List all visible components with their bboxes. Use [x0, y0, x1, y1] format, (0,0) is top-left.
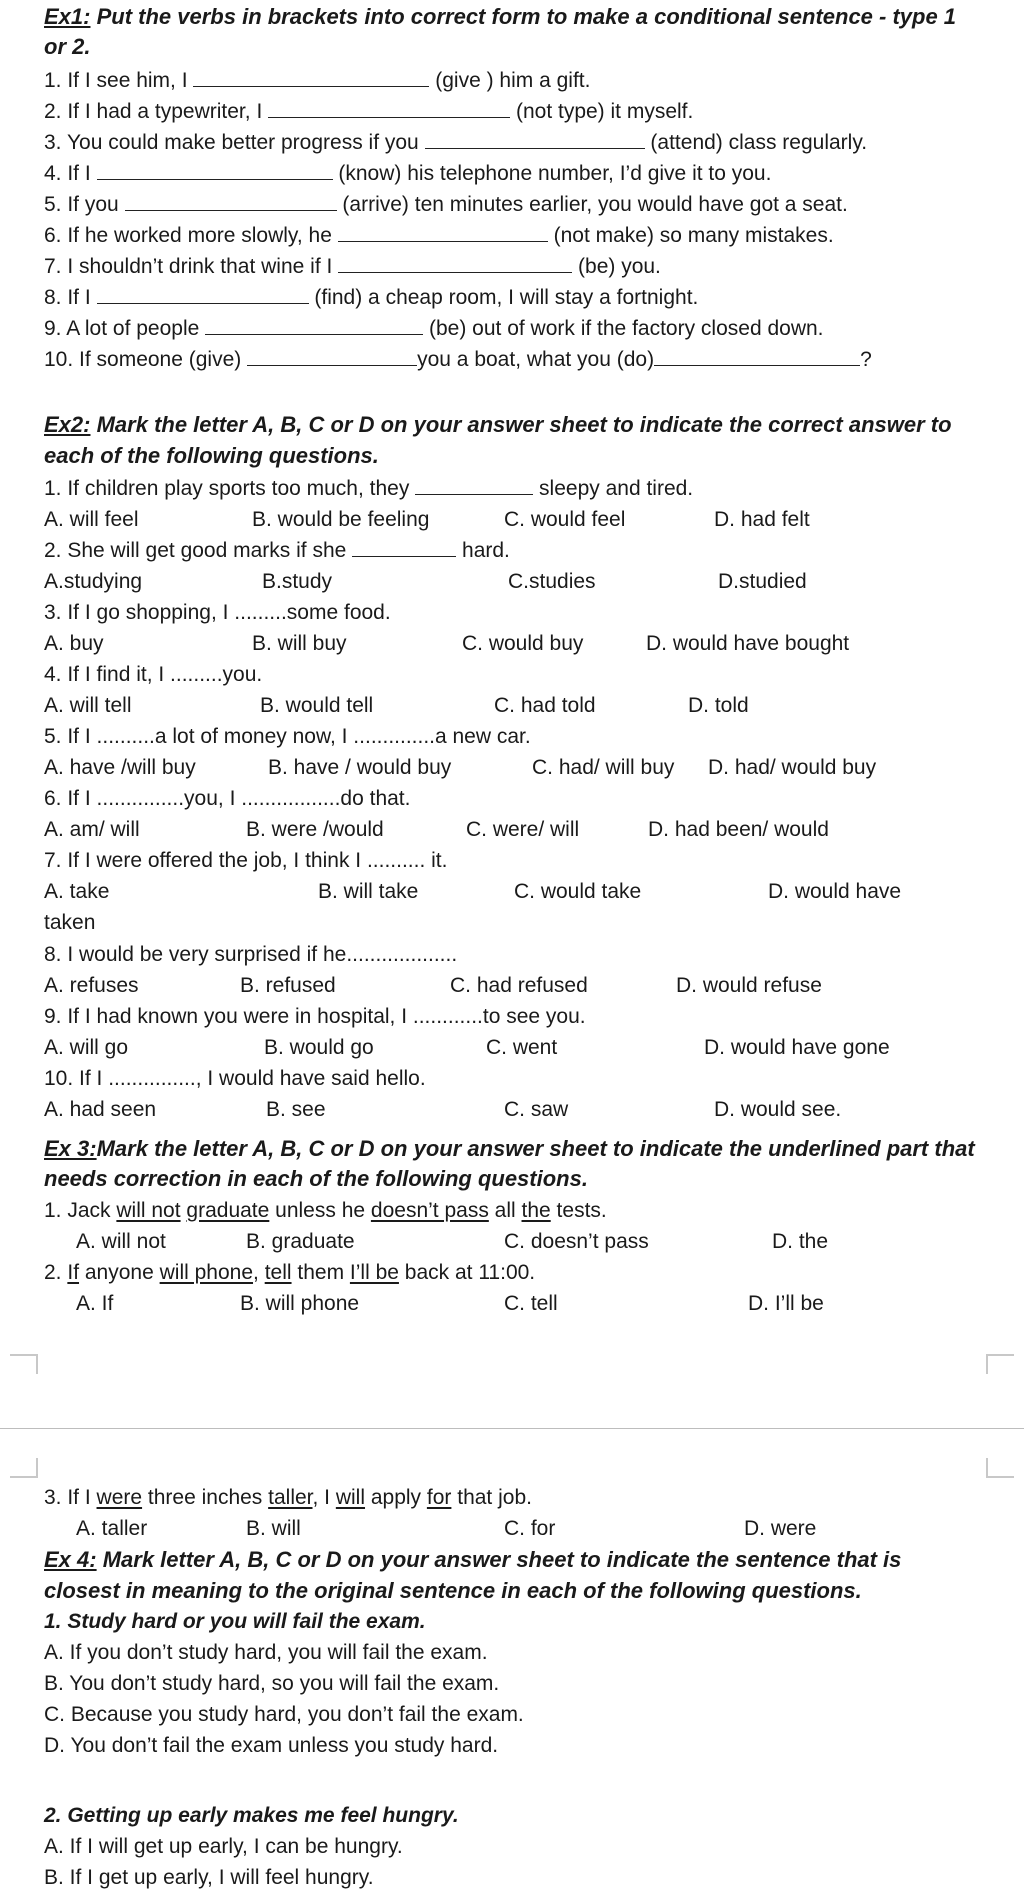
page-corner-mark [10, 1354, 38, 1374]
ex2-q6-option-b[interactable]: B. were /would [246, 818, 384, 841]
ex2-question-3: 3. If I go shopping, I .........some food. [44, 601, 391, 624]
ex4-question-1: 1. Study hard or you will fail the exam. [44, 1610, 426, 1633]
ex2-q9-option-b[interactable]: B. would go [264, 1036, 374, 1059]
ex2-q5-option-b[interactable]: B. have / would buy [268, 756, 452, 779]
ex2-q8-option-c[interactable]: C. had refused [450, 974, 588, 997]
answer-blank[interactable] [415, 476, 533, 495]
answer-blank[interactable] [338, 223, 548, 242]
ex4-title-cont: closest in meaning to the original sentence in each of the following questions. [44, 1578, 862, 1603]
ex1-question-2: 2. If I had a typewriter, I (not type) it myself. [44, 100, 694, 123]
ex1-question-6: 6. If he worked more slowly, he (not make) so many mistakes. [44, 224, 834, 247]
ex3-label: Ex 3: [44, 1136, 97, 1161]
ex2-q2-option-b[interactable]: B.study [262, 570, 333, 593]
underlined-part: doesn’t pass [370, 1199, 489, 1222]
answer-blank[interactable] [97, 161, 333, 180]
ex2-q1-option-a[interactable]: A. will feel [44, 508, 139, 531]
ex2-q3-option-d[interactable]: D. would have bought [646, 632, 850, 655]
ex1-question-3: 3. You could make better progress if you (attend) class regularly. [44, 131, 868, 154]
ex3-q1-option-d[interactable]: D. the [772, 1230, 829, 1253]
ex3-q2-option-c[interactable]: C. tell [504, 1292, 558, 1315]
answer-blank[interactable] [205, 316, 423, 335]
ex2-question-2: 2. She will get good marks if she hard. [44, 539, 510, 562]
ex2-q6-option-d[interactable]: D. had been/ would [648, 818, 829, 841]
answer-blank[interactable] [268, 99, 510, 118]
ex1-question-10: 10. If someone (give) you a boat, what you (do) ? [44, 348, 872, 371]
ex3-title: Ex 3:Mark the letter A, B, C or D on your answer sheet to indicate the underlined part that [44, 1136, 975, 1161]
answer-blank[interactable] [97, 285, 309, 304]
ex2-q7-option-a[interactable]: A. take [44, 880, 110, 903]
underlined-part: tell [264, 1261, 292, 1284]
ex2-q4-option-d[interactable]: D. told [688, 694, 749, 717]
ex1-question-9: 9. A lot of people (be) out of work if the factory closed down. [44, 317, 824, 340]
ex2-q8-option-b[interactable]: B. refused [240, 974, 336, 997]
ex2-question-5: 5. If I ..........a lot of money now, I ..............a new car. [44, 725, 531, 748]
page-corner-mark [986, 1458, 1014, 1478]
underlined-part: I’ll be [349, 1261, 399, 1284]
ex3-q1-option-c[interactable]: C. doesn’t pass [504, 1230, 649, 1253]
ex2-q4-option-c[interactable]: C. had told [494, 694, 596, 717]
answer-blank[interactable] [247, 347, 417, 366]
ex2-q7-option-b[interactable]: B. will take [318, 880, 419, 903]
ex3-q1-option-b[interactable]: B. graduate [246, 1230, 355, 1253]
ex2-q8-option-a[interactable]: A. refuses [44, 974, 139, 997]
page-divider [0, 1428, 1024, 1429]
ex3-question-3: 3. If I were three inches taller, I will apply for that job. [44, 1486, 532, 1509]
answer-blank[interactable] [425, 130, 645, 149]
ex2-question-6: 6. If I ...............you, I .................do that. [44, 787, 411, 810]
underlined-part: If [67, 1261, 80, 1284]
answer-blank[interactable] [654, 347, 860, 366]
ex2-q8-option-d[interactable]: D. would refuse [676, 974, 822, 997]
ex2-q3-option-a[interactable]: A. buy [44, 632, 104, 655]
ex2-question-8: 8. I would be very surprised if he................... [44, 943, 458, 966]
ex3-q1-option-a[interactable]: A. will not [76, 1230, 166, 1253]
ex2-q10-option-c[interactable]: C. saw [504, 1098, 569, 1121]
underlined-part: for [426, 1486, 452, 1509]
ex3-q3-option-d[interactable]: D. were [744, 1517, 817, 1540]
ex2-q5-option-c[interactable]: C. had/ will buy [532, 756, 675, 779]
ex3-title-cont: needs correction in each of the following questions. [44, 1166, 588, 1191]
ex2-q7-option-c[interactable]: C. would take [514, 880, 642, 903]
ex1-question-7: 7. I shouldn’t drink that wine if I (be) you. [44, 255, 661, 278]
ex2-q10-option-d[interactable]: D. would see. [714, 1098, 842, 1121]
ex2-q10-option-b[interactable]: B. see [266, 1098, 326, 1121]
ex3-q2-option-d[interactable]: D. I’ll be [748, 1292, 824, 1315]
ex4-title: Ex 4: Mark letter A, B, C or D on your answer sheet to indicate the sentence that is [44, 1547, 902, 1572]
page-corner-mark [10, 1458, 38, 1478]
answer-blank[interactable] [352, 538, 456, 557]
ex3-q3-option-c[interactable]: C. for [504, 1517, 556, 1540]
ex1-question-8: 8. If I (find) a cheap room, I will stay a fortnight. [44, 286, 699, 309]
underlined-part: will [335, 1486, 366, 1509]
ex4-q1-option-b[interactable]: B. You don’t study hard, so you will fail the exam. [44, 1672, 500, 1695]
ex3-question-1: 1. Jack will not graduate unless he doesn’t pass all the tests. [44, 1199, 607, 1222]
answer-blank[interactable] [193, 68, 429, 87]
ex2-q4-option-b[interactable]: B. would tell [260, 694, 374, 717]
ex4-q1-option-c[interactable]: C. Because you study hard, you don’t fail the exam. [44, 1703, 524, 1726]
ex2-q7-option-d-wrap: taken [44, 911, 96, 934]
ex1-question-1: 1. If I see him, I (give ) him a gift. [44, 69, 591, 92]
page-corner-mark [986, 1354, 1014, 1374]
ex3-q2-option-b[interactable]: B. will phone [240, 1292, 360, 1315]
ex2-question-10: 10. If I ..............., I would have said hello. [44, 1067, 426, 1090]
ex2-q9-option-a[interactable]: A. will go [44, 1036, 129, 1059]
ex2-q6-option-a[interactable]: A. am/ will [44, 818, 140, 841]
ex1-label: Ex1: [44, 4, 91, 29]
underlined-part: the [521, 1199, 551, 1222]
ex4-q1-option-d[interactable]: D. You don’t fail the exam unless you study hard. [44, 1734, 499, 1757]
ex3-q2-option-a[interactable]: A. If [76, 1292, 114, 1315]
underlined-part: will phone [159, 1261, 254, 1284]
answer-blank[interactable] [125, 192, 337, 211]
ex2-q6-option-c[interactable]: C. were/ will [466, 818, 580, 841]
ex2-q9-option-c[interactable]: C. went [486, 1036, 558, 1059]
ex3-question-2: 2. If anyone will phone, tell them I’ll be back at 11:00. [44, 1261, 536, 1284]
ex2-title: Ex2: Mark the letter A, B, C or D on your answer sheet to indicate the correct answer to [44, 412, 952, 437]
ex2-q4-option-a[interactable]: A. will tell [44, 694, 132, 717]
ex2-question-1: 1. If children play sports too much, they sleepy and tired. [44, 477, 694, 500]
ex2-q10-option-a[interactable]: A. had seen [44, 1098, 157, 1121]
ex1-title: Ex1: Put the verbs in brackets into correct form to make a conditional sentence - type 1 [44, 4, 957, 29]
ex2-q2-option-c[interactable]: C.studies [508, 570, 596, 593]
ex2-q5-option-d[interactable]: D. had/ would buy [708, 756, 877, 779]
ex1-question-4: 4. If I (know) his telephone number, I’d give it to you. [44, 162, 772, 185]
ex2-label: Ex2: [44, 412, 91, 437]
ex4-q2-option-a[interactable]: A. If I will get up early, I can be hungry. [44, 1835, 403, 1858]
ex3-q3-option-b[interactable]: B. will [246, 1517, 301, 1540]
ex2-title-cont: each of the following questions. [44, 443, 379, 468]
ex2-q5-option-a[interactable]: A. have /will buy [44, 756, 196, 779]
answer-blank[interactable] [338, 254, 572, 273]
ex4-label: Ex 4: [44, 1547, 97, 1572]
ex2-q3-option-c[interactable]: C. would buy [462, 632, 584, 655]
underlined-part: were [96, 1486, 143, 1509]
ex1-title-cont: or 2. [44, 34, 91, 59]
ex2-q3-option-b[interactable]: B. will buy [252, 632, 347, 655]
ex4-question-2: 2. Getting up early makes me feel hungry. [44, 1804, 459, 1827]
ex2-question-9: 9. If I had known you were in hospital, I ............to see you. [44, 1005, 586, 1028]
ex2-q7-option-d[interactable]: D. would have [768, 880, 902, 903]
ex4-q1-option-a[interactable]: A. If you don’t study hard, you will fail the exam. [44, 1641, 488, 1664]
underlined-part: will not [116, 1199, 181, 1222]
ex3-q3-option-a[interactable]: A. taller [76, 1517, 148, 1540]
ex2-q9-option-d[interactable]: D. would have gone [704, 1036, 890, 1059]
ex2-question-7: 7. If I were offered the job, I think I .......... it. [44, 849, 448, 872]
underlined-part: graduate [186, 1199, 270, 1222]
ex2-q1-option-d[interactable]: D. had felt [714, 508, 810, 531]
ex1-question-5: 5. If you (arrive) ten minutes earlier, you would have got a seat. [44, 193, 848, 216]
ex2-q2-option-d[interactable]: D.studied [718, 570, 807, 593]
ex2-q1-option-b[interactable]: B. would be feeling [252, 508, 430, 531]
ex4-q2-option-b[interactable]: B. If I get up early, I will feel hungry. [44, 1866, 374, 1889]
underlined-part: taller [268, 1486, 313, 1509]
ex2-question-4: 4. If I find it, I .........you. [44, 663, 263, 686]
ex2-q1-option-c[interactable]: C. would feel [504, 508, 626, 531]
ex2-q2-option-a[interactable]: A.studying [44, 570, 143, 593]
